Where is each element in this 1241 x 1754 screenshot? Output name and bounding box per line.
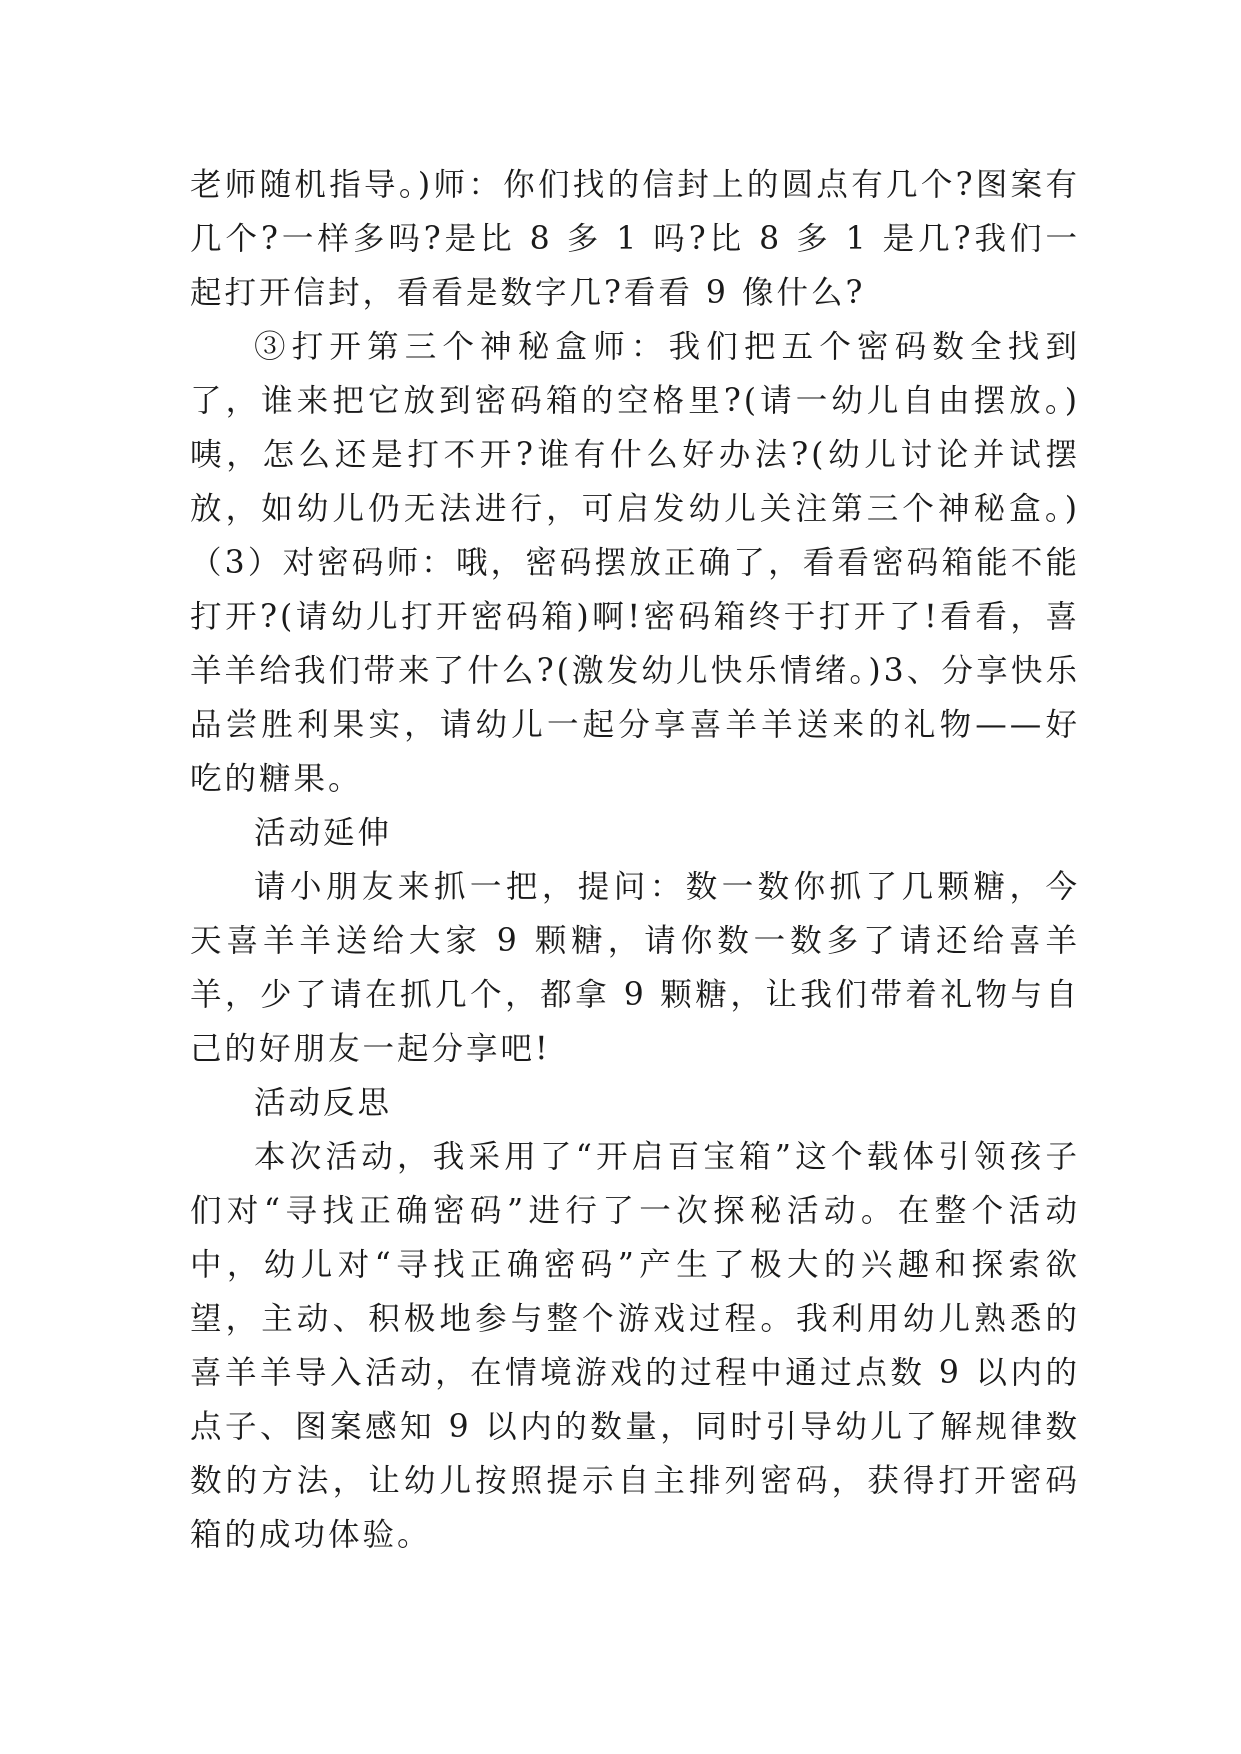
paragraph-activity-reflection: 本次活动，我采用了“开启百宝箱”这个载体引领孩子们对“寻找正确密码”进行了一次探秘活动。在整个活动中，幼儿对“寻找正确密码”产生了极大的兴趣和探索欲望，主动、积极地参与整个游戏过程。我利用幼儿熟悉的喜羊羊导入活动，在情境游戏的过程中通过点数 9 以内的点子、图案感知 9 以内的数量，同时引导幼儿了解规律数数的方法，让幼儿按照提示自主排列密码，获得打开密码箱的成功体验。 (190, 1139, 1080, 1553)
document-body (190, 158, 1080, 1562)
paragraph-activity-extension: 请小朋友来抓一把，提问：数一数你抓了几颗糖，今天喜羊羊送给大家 9 颗糖，请你数一数多了请还给喜羊羊，少了请在抓几个，都拿 9 颗糖，让我们带着礼物与自己的好朋友一起分享吧! (190, 869, 1080, 1067)
paragraph-teacher-guidance: 老师随机指导。)师：你们找的信封上的圆点有几个?图案有几个?一样多吗?是比 8 多 1 吗?比 8 多 1 是几?我们一起打开信封，看看是数字几?看看 9 像什么? (190, 167, 1080, 311)
heading-activity-extension: 活动延伸 (254, 815, 393, 851)
paragraph-third-mystery-box: ③打开第三个神秘盒师：我们把五个密码数全找到了，谁来把它放到密码箱的空格里?(请一幼儿自由摆放。)咦，怎么还是打不开?谁有什么好办法?(幼儿讨论并试摆放，如幼儿仍无法进行，可启发幼儿关注第三个神秘盒。)（3）对密码师：哦，密码摆放正确了，看看密码箱能不能打开?(请幼儿打开密码箱)啊!密码箱终于打开了!看看，喜羊羊给我们带来了什么?(激发幼儿快乐情绪。)3、分享快乐品尝胜利果实，请幼儿一起分享喜羊羊送来的礼物——好吃的糖果。 (190, 329, 1080, 797)
heading-activity-reflection: 活动反思 (254, 1085, 393, 1121)
